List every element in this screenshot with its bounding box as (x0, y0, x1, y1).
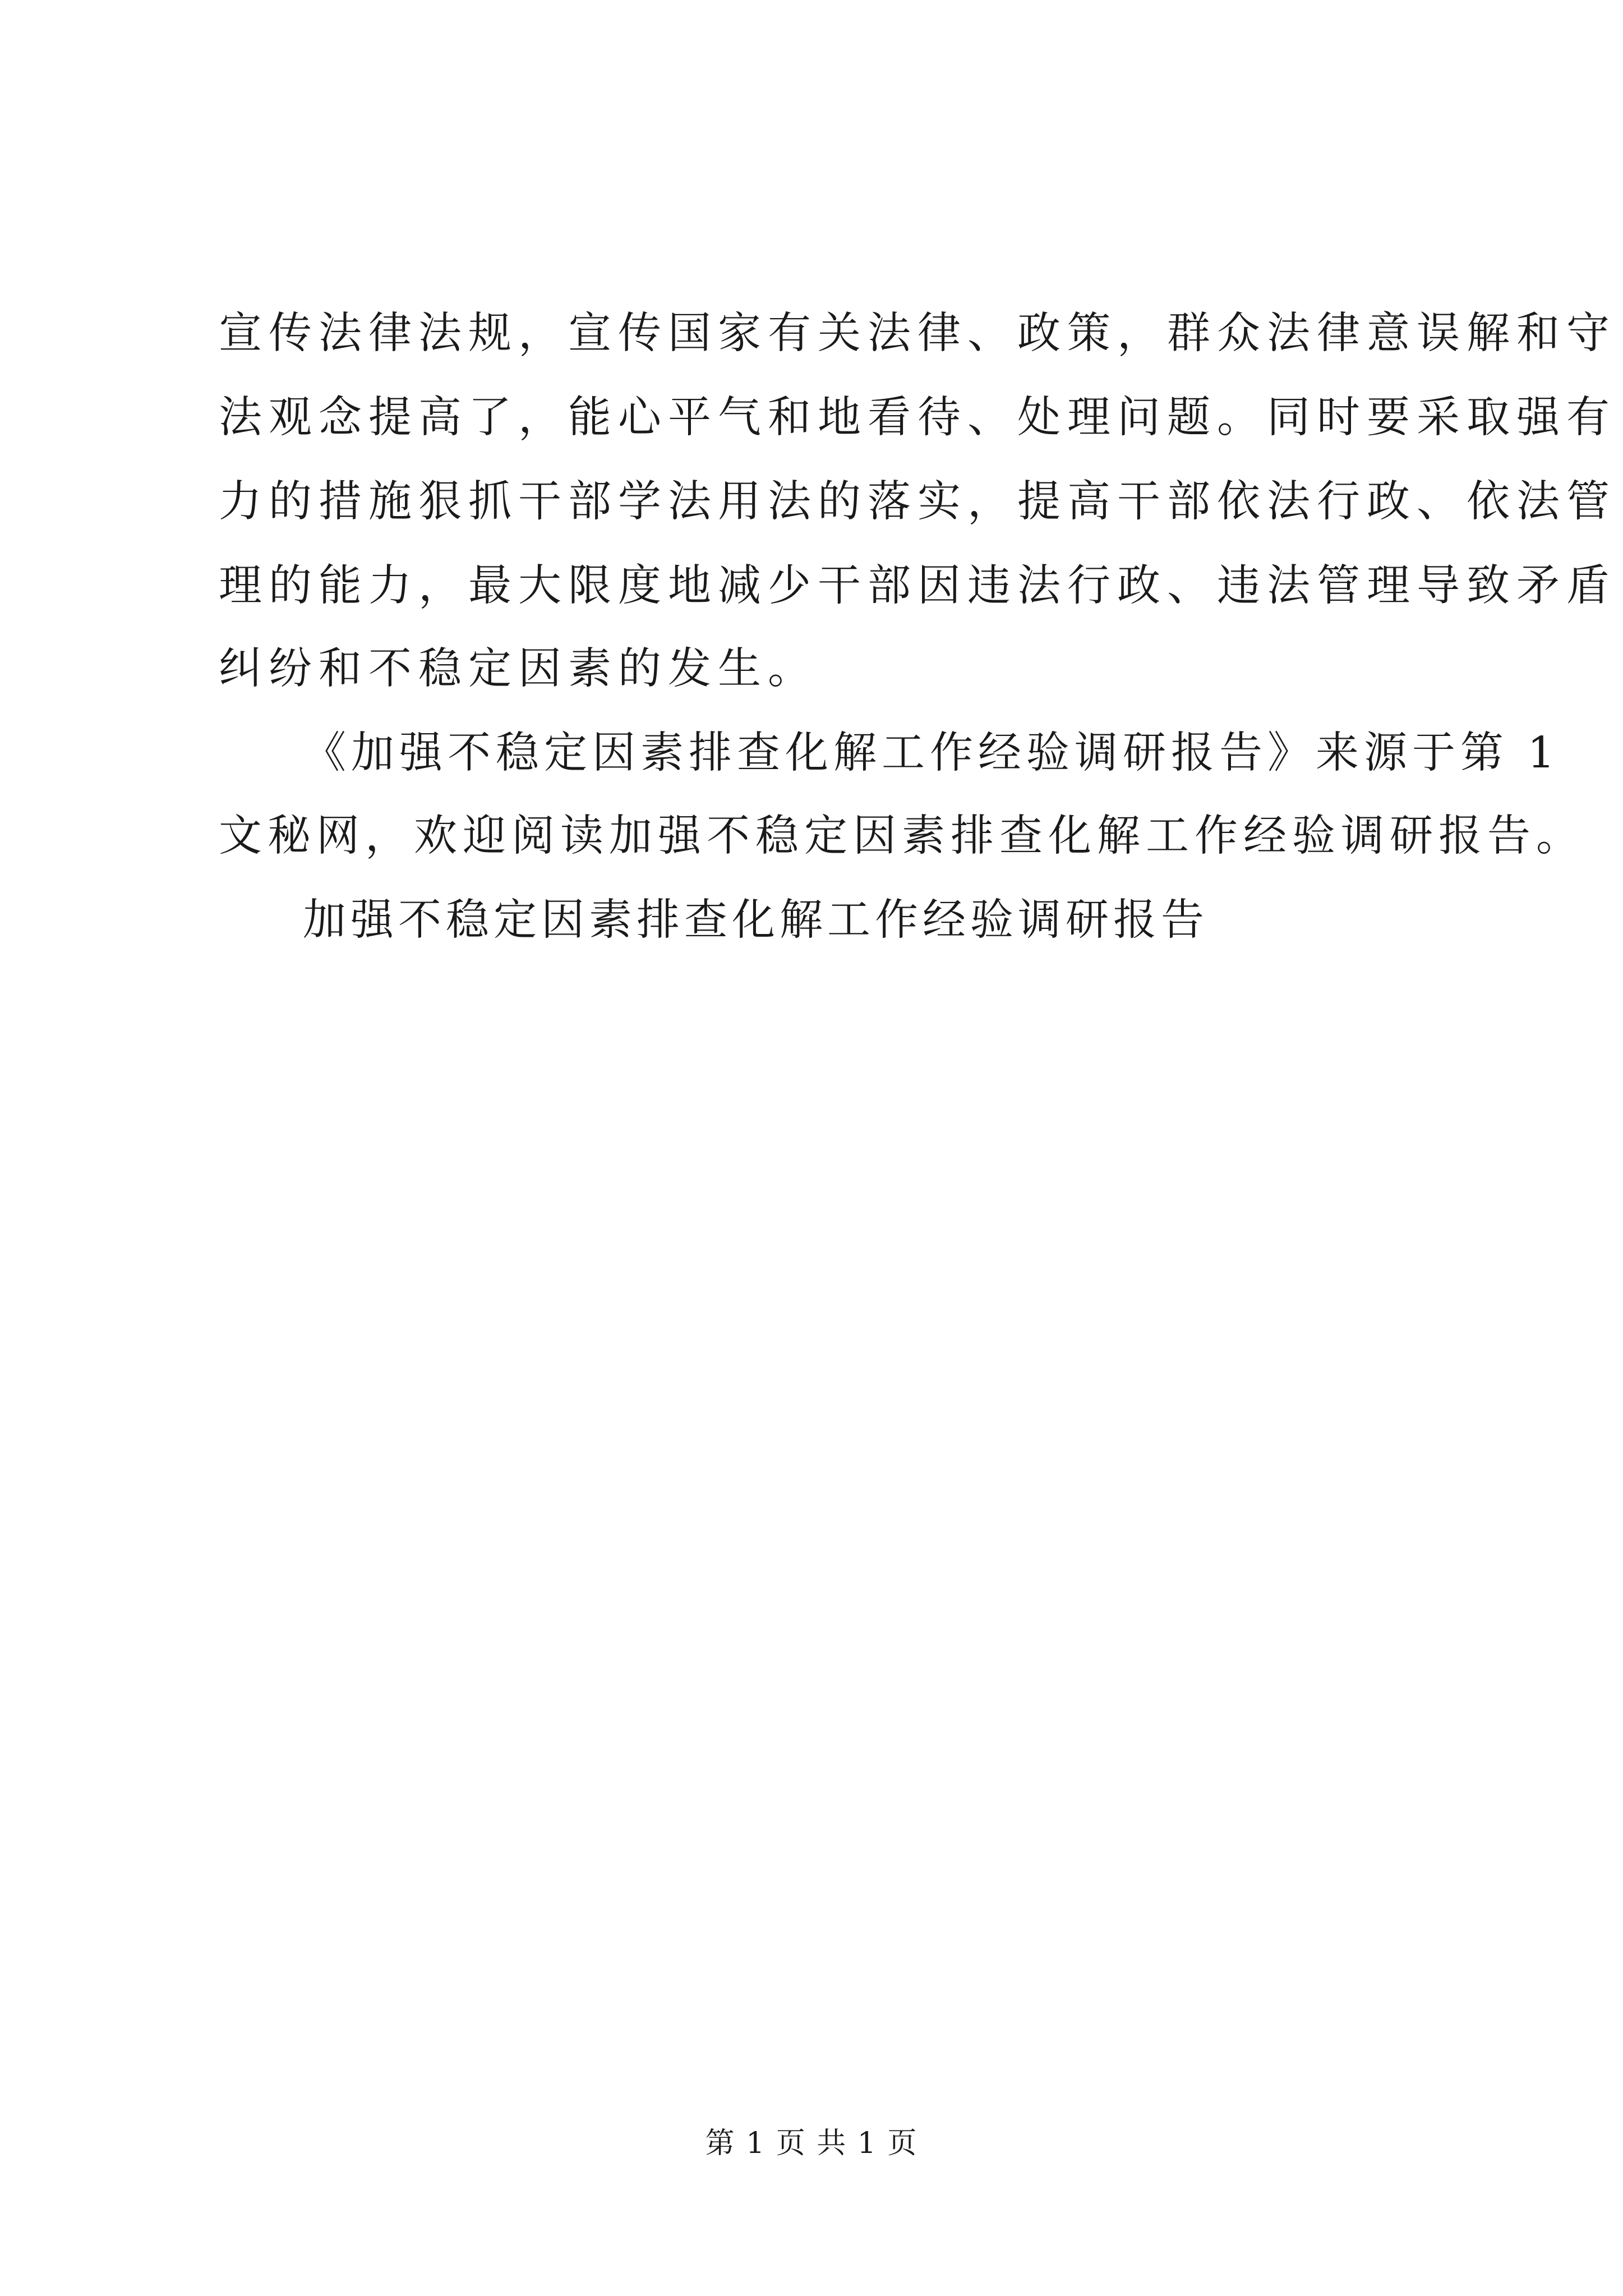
body-text-line: 理的能力，最大限度地减少干部因违法行政、违法管理导致矛盾 (219, 561, 1616, 611)
source-note-line: 《加强不稳定因素排查化解工作经验调研报告》来源于第 1 (303, 728, 1560, 778)
body-text-line: 宣传法律法规，宣传国家有关法律、政策，群众法律意误解和守 (219, 309, 1616, 358)
source-note-line: 文秘网，欢迎阅读加强不稳定因素排查化解工作经验调研报告。 (219, 811, 1585, 861)
page-footer: 第 1 页 共 1 页 (705, 2127, 918, 2160)
document-title-line: 加强不稳定因素排查化解工作经验调研报告 (303, 895, 1209, 945)
body-text-line: 纠纷和不稳定因素的发生。 (219, 644, 818, 694)
body-text-line: 力的措施狠抓干部学法用法的落实，提高干部依法行政、依法管 (219, 477, 1616, 527)
body-text-line: 法观念提高了，能心平气和地看待、处理问题。同时要采取强有 (219, 393, 1616, 443)
